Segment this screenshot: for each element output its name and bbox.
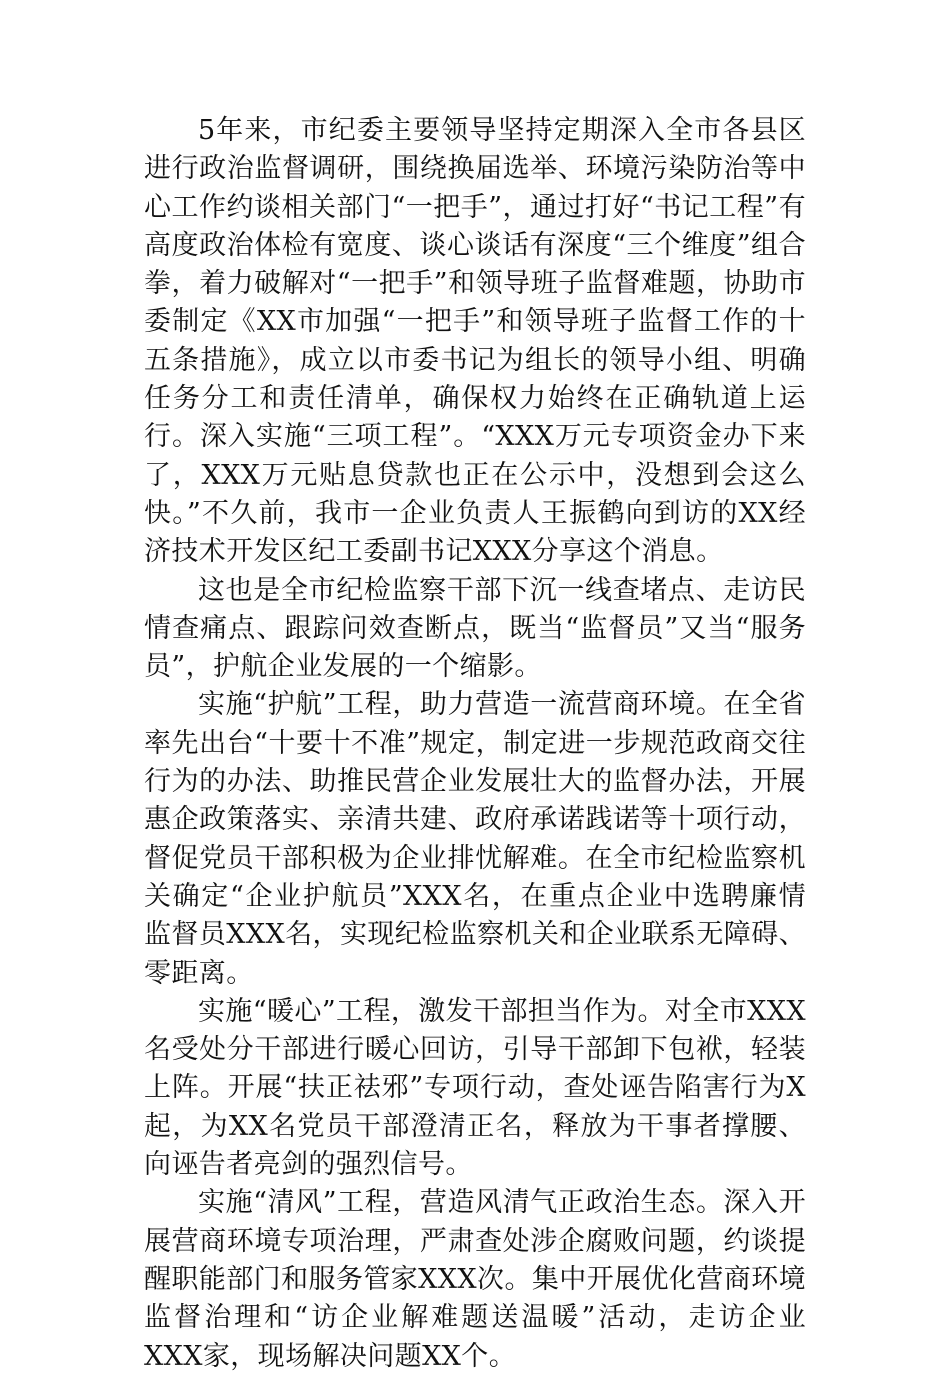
paragraph-4: 实施“暖心”工程，激发干部担当作为。对全市XXX名受处分干部进行暖心回访，引导干部卸下包袱，轻装上阵。开展“扶正祛邪”专项行动，查处诬告陷害行为X起，为XX名党员干部澄清正名，释放为干事者撑腰、向诬告者亮剑的强烈信号。 bbox=[144, 995, 806, 1181]
paragraph-1: 5年来，市纪委主要领导坚持定期深入全市各县区进行政治监督调研，围绕换届选举、环境污染防治等中心工作约谈相关部门“一把手”，通过打好“书记工程”有高度政治体检有宽度、谈心谈话有深度“三个维度”组合拳，着力破解对“一把手”和领导班子监督难题，协助市委制定《XX市加强“一把手”和领导班子监督工作的十五条措施》，成立以市委书记为组长的领导小组、明确任务分工和责任清单，确保权力始终在正确轨道上运行。深入实施“三项工程”。“XXX万元专项资金办下来了，XXX万元贴息贷款也正在公示中，没想到会这么快。”不久前，我市一企业负责人王振鹤向到访的XX经济技术开发区纪工委副书记XXX分享这个消息。 bbox=[144, 115, 806, 568]
paragraph-5: 实施“清风”工程，营造风清气正政治生态。深入开展营商环境专项治理，严肃查处涉企腐败问题，约谈提醒职能部门和服务管家XXX次。集中开展优化营商环境监督治理和“访企业解难题送温暖”活动，走访企业XXX家，现场解决问题XX个。 bbox=[144, 1187, 806, 1372]
document-body bbox=[144, 112, 806, 1376]
paragraph-2: 这也是全市纪检监察干部下沉一线查堵点、走访民情查痛点、跟踪问效查断点，既当“监督员”又当“服务员”，护航企业发展的一个缩影。 bbox=[144, 574, 806, 683]
paragraph-3: 实施“护航”工程，助力营造一流营商环境。在全省率先出台“十要十不准”规定，制定进一步规范政商交往行为的办法、助推民营企业发展壮大的监督办法，开展惠企政策落实、亲清共建、政府承诺践诺等十项行动，督促党员干部积极为企业排忧解难。在全市纪检监察机关确定“企业护航员”XXX名，在重点企业中选聘廉情监督员XXX名，实现纪检监察机关和企业联系无障碍、零距离。 bbox=[144, 689, 806, 989]
